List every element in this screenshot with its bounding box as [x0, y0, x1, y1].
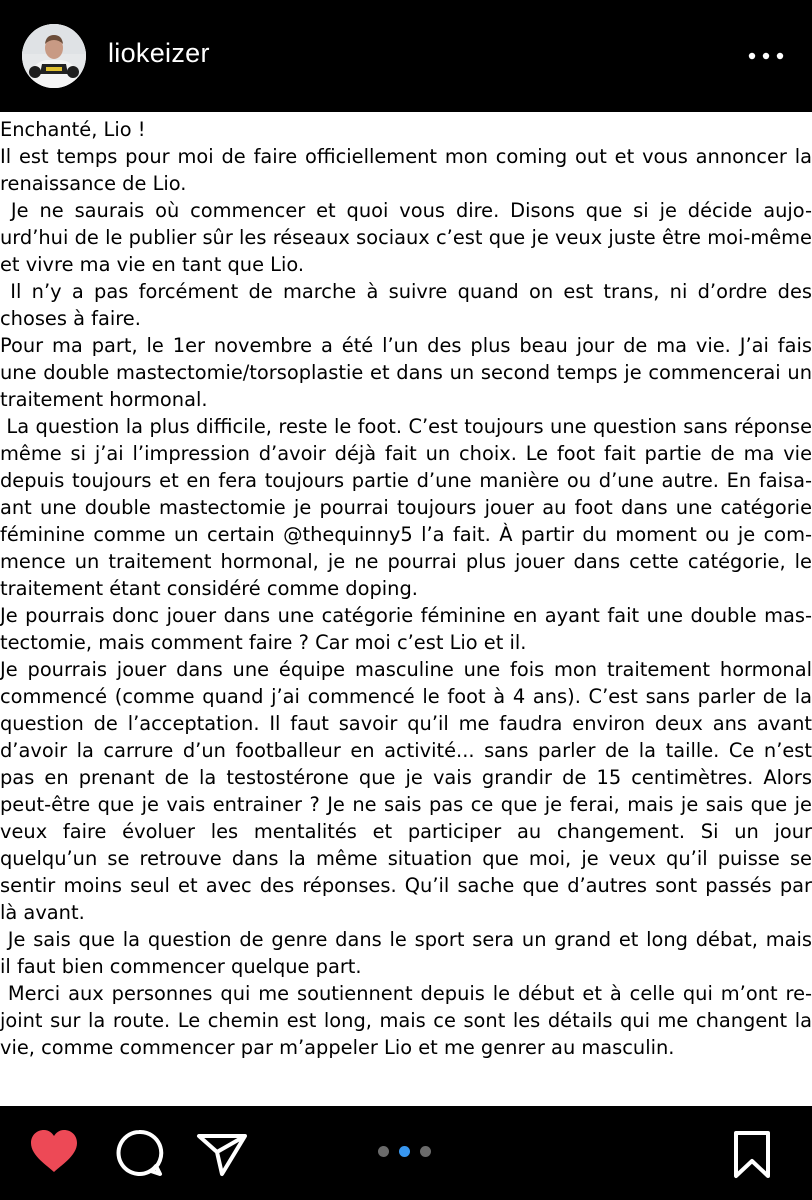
caption-line: Je pourrais jouer dans une équipe masculine une fois mon traitement hormonal — [0, 658, 812, 681]
caption-line: Enchanté, Lio ! — [0, 118, 146, 141]
caption-line: veux faire évoluer les mentalités et participer au changement. Si un jour — [0, 820, 812, 843]
caption-paragraph — [0, 116, 812, 143]
caption-line: vie, comme commencer par m’appeler Lio et me genrer au masculin. — [0, 1036, 675, 1059]
caption-paragraph — [0, 926, 812, 980]
caption-line: choses à faire. — [0, 307, 141, 330]
carousel-dot — [420, 1146, 431, 1157]
caption-line: peut-être que je vais entrainer ? Je ne sais pas ce que je ferai, mais je sais que je — [0, 793, 812, 816]
caption-line: joint sur la route. Le chemin est long, mais ce sont les détails qui me changent la — [0, 1009, 812, 1032]
caption-line: traitement hormonal. — [0, 388, 208, 411]
caption-line: féminine comme un certain @thequinny5 l’a fait. À partir du moment ou je com- — [0, 523, 812, 546]
username[interactable]: liokeizer — [108, 38, 210, 68]
carousel-dots — [378, 1146, 438, 1158]
caption-line: et vivre ma vie en tant que Lio. — [0, 253, 305, 276]
post-header — [0, 0, 812, 112]
caption-line: Il est temps pour moi de faire officiellement mon coming out et vous annoncer la — [0, 145, 812, 168]
post-caption — [0, 112, 812, 1106]
carousel-dot — [399, 1146, 410, 1157]
caption-line: tectomie, mais comment faire ? Car moi c’est Lio et il. — [0, 631, 527, 654]
caption-line: sentir moins seul et avec des réponses. Qu’il sache que d’autres sont passés par — [0, 874, 812, 897]
caption-paragraph — [0, 656, 812, 926]
caption-line: depuis toujours et en fera toujours partie d’une manière ou d’une autre. En faisa- — [0, 469, 812, 492]
caption-paragraph — [0, 278, 812, 332]
caption-line: urd’hui de le publier sûr les réseaux sociaux c’est que je veux juste être moi-même — [0, 226, 812, 249]
more-horizontal-icon[interactable] — [744, 44, 788, 68]
caption-line: là avant. — [0, 901, 85, 924]
caption-line: Je pourrais donc jouer dans une catégorie féminine en ayant fait une double mas- — [0, 604, 812, 627]
caption-paragraph — [0, 980, 812, 1061]
caption-line: quelqu’un se retrouve dans la même situation que moi, je veux qu’il puisse se — [0, 847, 812, 870]
caption-line: commencé (comme quand j’ai commencé le foot à 4 ans). C’est sans parler de la — [0, 685, 812, 708]
caption-line: Merci aux personnes qui me soutiennent depuis le début et à celle qui m’ont re- — [0, 982, 812, 1005]
caption-line: La question la plus difficile, reste le foot. C’est toujours une question sans réponse — [0, 415, 812, 438]
caption-paragraph — [0, 332, 812, 413]
send-icon[interactable] — [196, 1132, 248, 1182]
caption-line: une double mastectomie/torsoplastie et dans un second temps je commencerai un — [0, 361, 812, 384]
caption-paragraph — [0, 143, 812, 197]
profile-photo-icon — [22, 24, 86, 88]
avatar[interactable] — [22, 24, 86, 88]
carousel-dot — [378, 1146, 389, 1157]
bookmark-icon[interactable] — [732, 1130, 772, 1184]
heart-icon[interactable] — [28, 1128, 80, 1180]
caption-line: traitement étant considéré comme doping. — [0, 577, 418, 600]
caption-line: il faut bien commencer quelque part. — [0, 955, 362, 978]
caption-line: pas en prenant de la testostérone que je vais grandir de 15 centimètres. Alors — [0, 766, 812, 789]
caption-line: renaissance de Lio. — [0, 172, 187, 195]
caption-line: Pour ma part, le 1er novembre a été l’un des plus beau jour de ma vie. J’ai fais — [0, 334, 812, 357]
caption-line: même si j’ai l’impression d’avoir déjà fait un choix. Le foot fait partie de ma vie — [0, 442, 812, 465]
caption-line: Je sais que la question de genre dans le sport sera un grand et long débat, mais — [0, 928, 812, 951]
caption-paragraph — [0, 197, 812, 278]
caption-line: ant une double mastectomie je pourrai toujours jouer au foot dans une catégorie — [0, 496, 812, 519]
caption-paragraph — [0, 413, 812, 602]
comment-icon[interactable] — [114, 1128, 164, 1182]
caption-line: mence un traitement hormonal, je ne pourrai plus jouer dans cette catégorie, le — [0, 550, 812, 573]
caption-line: Il n’y a pas forcément de marche à suivre quand on est trans, ni d’ordre des — [0, 280, 812, 303]
caption-line: d’avoir la carrure d’un footballeur en activité... sans parler de la taille. Ce n’est — [0, 739, 812, 762]
action-bar — [0, 1106, 812, 1200]
caption-line: question de l’acceptation. Il faut savoir qu’il me faudra environ deux ans avant — [0, 712, 812, 735]
caption-paragraph — [0, 602, 812, 656]
caption-line: Je ne saurais où commencer et quoi vous dire. Disons que si je décide aujo- — [0, 199, 812, 222]
